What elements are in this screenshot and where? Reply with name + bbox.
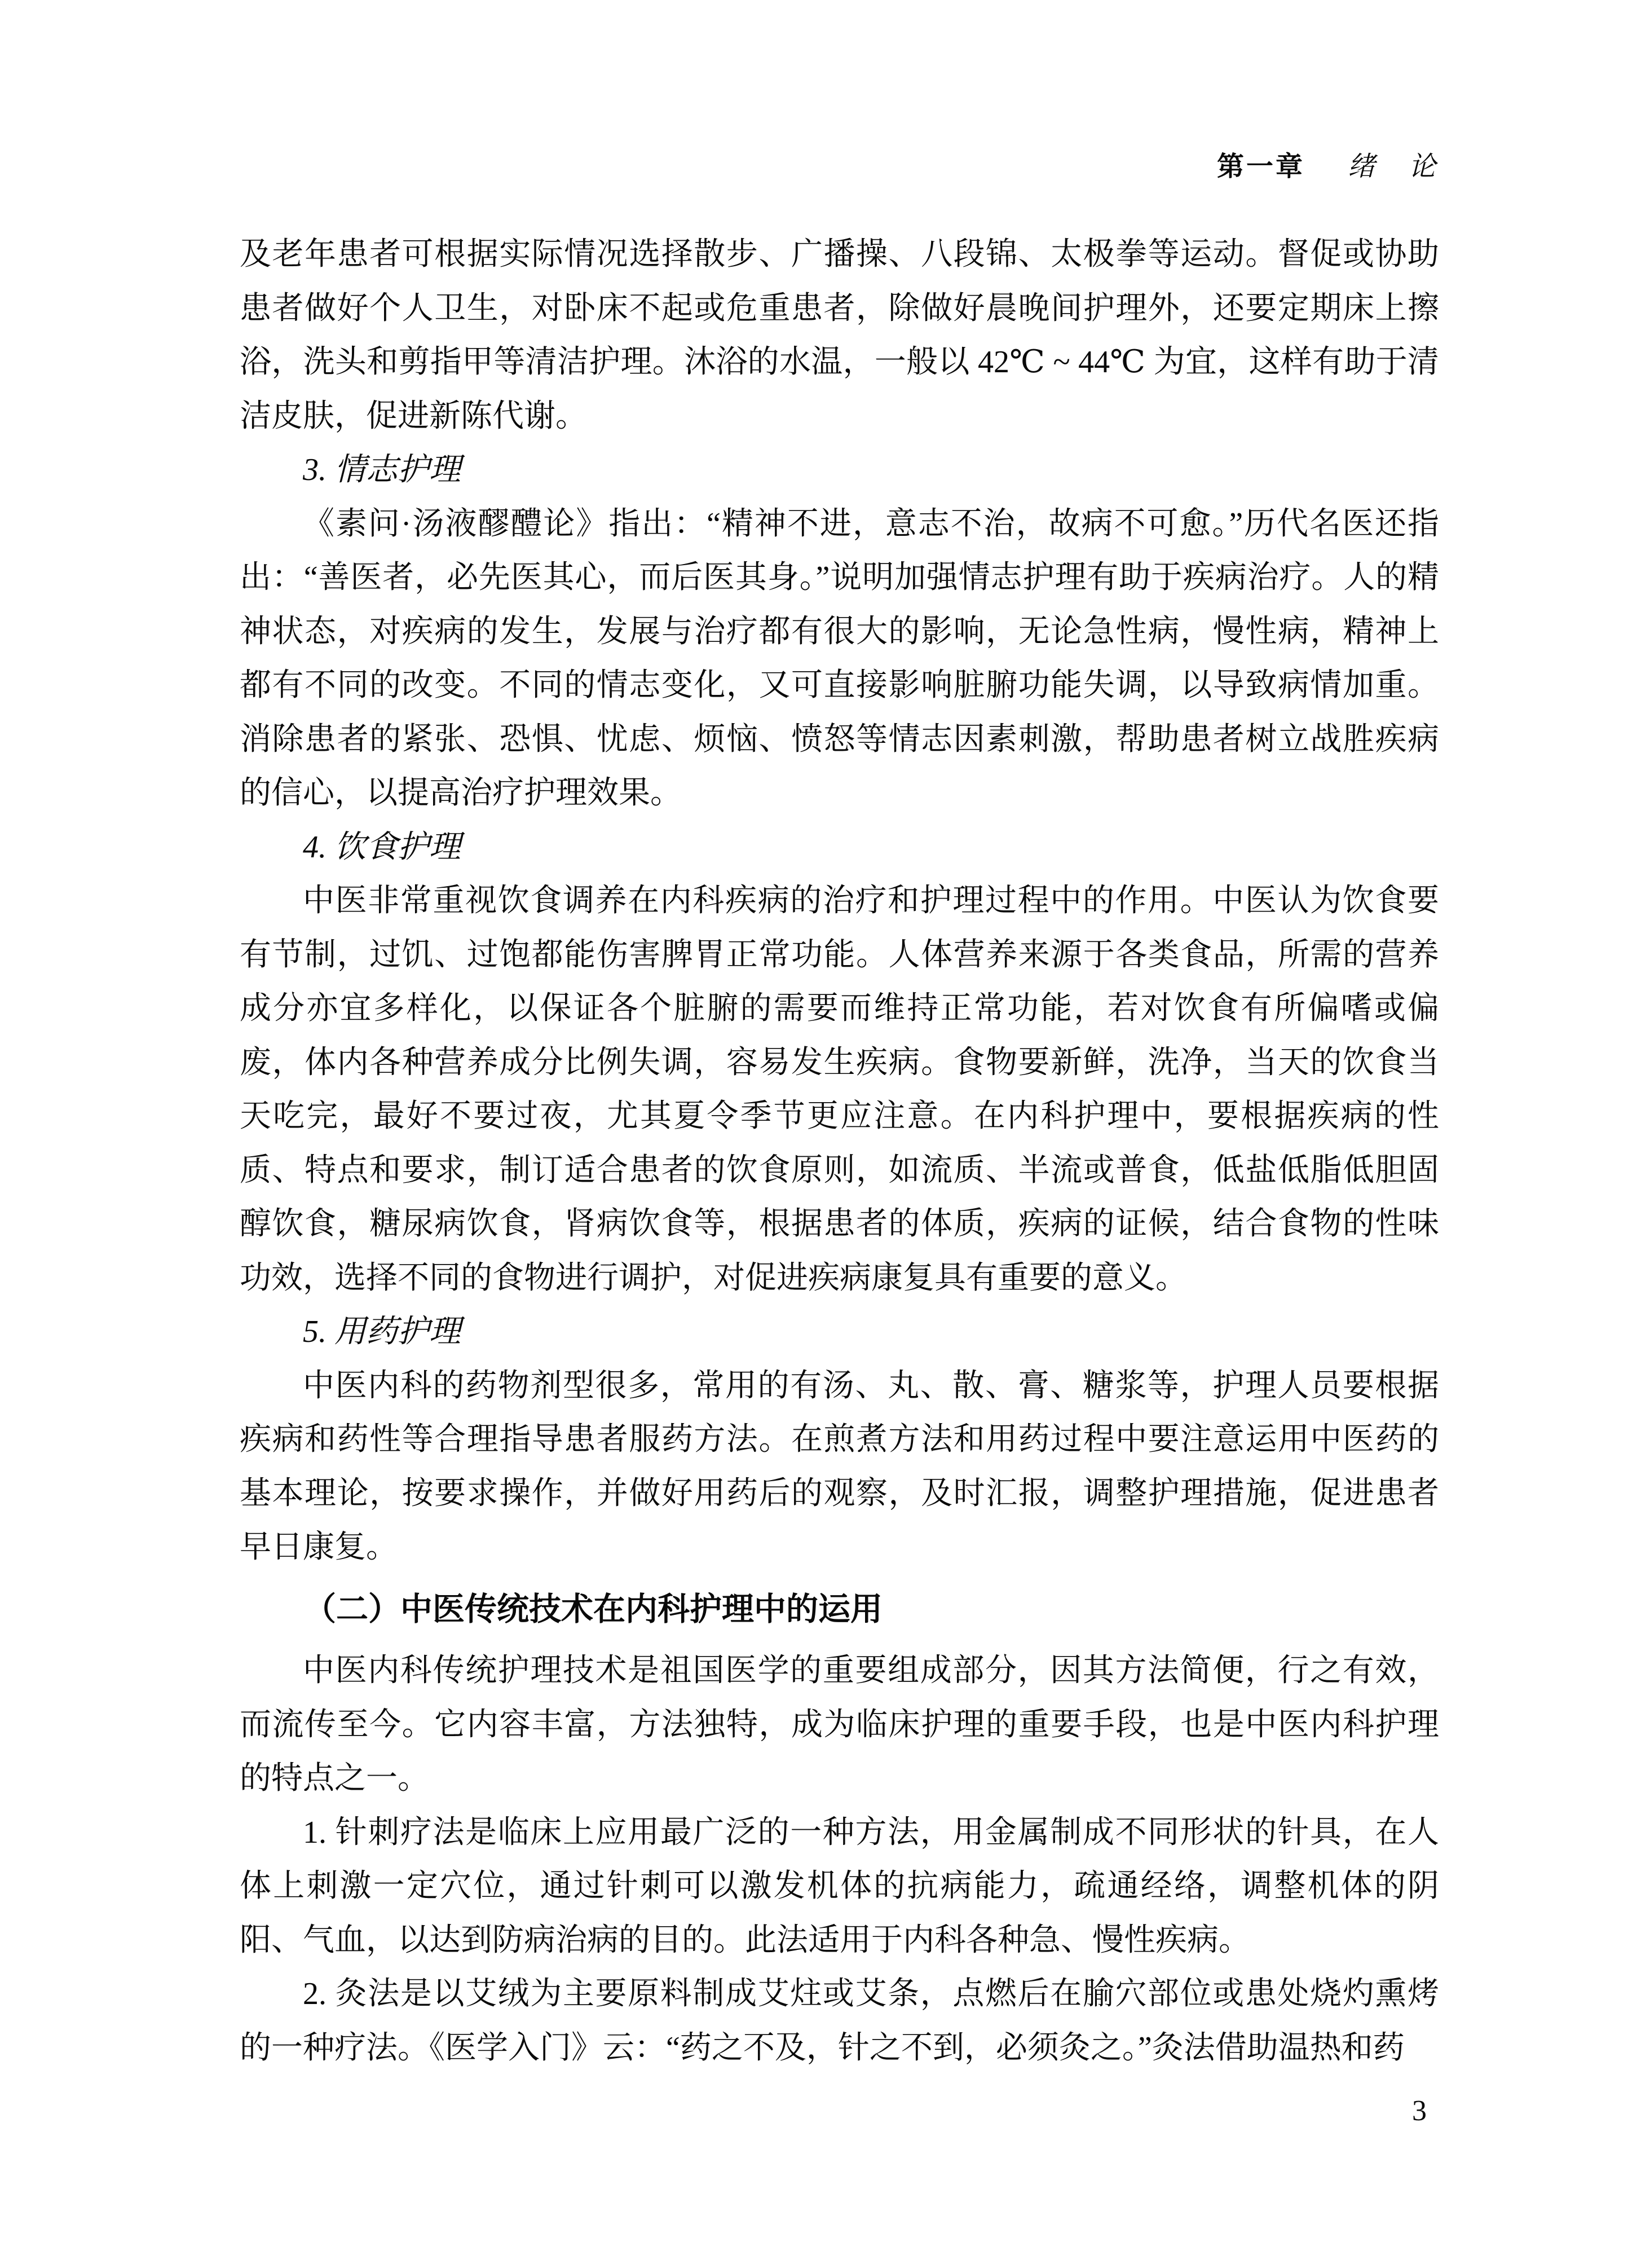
numbered-subheading: 5. 用药护理 — [303, 1314, 461, 1349]
chapter-number: 第一章 — [1216, 152, 1305, 182]
body-paragraph: 中医非常重视饮食调养在内科疾病的治疗和护理过程中的作用。中医认为饮食要有节制，过饥、过饱都能伤害脾胃正常功能。人体营养来源于各类食品，所需的营养成分亦宜多样化，以保证各个脏腑的需要而维持正常功能，若对饮食有所偏嗜或偏废，体内各种营养成分比例失调，容易发生疾病。食物要新鲜，洗净，当天的饮食当天吃完，最好不要过夜，尤其夏令季节更应注意。在内科护理中，要根据疾病的性质、特点和要求，制订适合患者的饮食原则，如流质、半流或普食，低盐低脂低胆固醇饮食，糖尿病饮食，肾病饮食等，根据患者的体质，疾病的证候，结合食物的性味功效，选择不同的食物进行调护，对促进疾病康复具有重要的意义。 — [240, 883, 1439, 1296]
body-paragraph: 1. 针刺疗法是临床上应用最广泛的一种方法，用金属制成不同形状的针具，在人体上刺激一定穴位，通过针刺可以激发机体的抗病能力，疏通经络，调整机体的阴阳、气血，以达到防病治病的目的。此法适用于内科各种急、慢性疾病。 — [240, 1815, 1439, 1958]
numbered-subheading: 4. 饮食护理 — [303, 829, 461, 865]
body-paragraph: 2. 灸法是以艾绒为主要原料制成艾炷或艾条，点燃后在腧穴部位或患处烧灼熏烤的一种疗法。《医学入门》云：“药之不及，针之不到，必须灸之。”灸法借助温热和药 — [240, 1976, 1439, 2066]
section-heading: （二）中医传统技术在内科护理中的运用 — [304, 1591, 883, 1627]
body-paragraph: 中医内科的药物剂型很多，常用的有汤、丸、散、膏、糖浆等，护理人员要根据疾病和药性等合理指导患者服药方法。在煎煮方法和用药过程中要注意运用中医药的基本理论，按要求操作，并做好用药后的观察，及时汇报，调整护理措施，促进患者早日康复。 — [240, 1368, 1439, 1565]
page-body — [240, 228, 1439, 2075]
body-paragraph: 中医内科传统护理技术是祖国医学的重要组成部分，因其方法简便，行之有效，而流传至今。它内容丰富，方法独特，成为临床护理的重要手段，也是中医内科护理的特点之一。 — [240, 1653, 1439, 1796]
body-paragraph-continued: 及老年患者可根据实际情况选择散步、广播操、八段锦、太极拳等运动。督促或协助患者做好个人卫生，对卧床不起或危重患者，除做好晨晚间护理外，还要定期床上擦浴，洗头和剪指甲等清洁护理。沐浴的水温，一般以 42℃ ~ 44℃ 为宜，这样有助于清洁皮肤，促进新陈代谢。 — [240, 237, 1439, 434]
body-paragraph: 《素问·汤液醪醴论》指出：“精神不进，意志不治，故病不可愈。”历代名医还指出：“善医者，必先医其心，而后医其身。”说明加强情志护理有助于疾病治疗。人的精神状态，对疾病的发生，发展与治疗都有很大的影响，无论急性病，慢性病，精神上都有不同的改变。不同的情志变化，又可直接影响脏腑功能失调，以导致病情加重。消除患者的紧张、恐惧、忧虑、烦恼、愤怒等情志因素刺激，帮助患者树立战胜疾病的信心，以提高治疗护理效果。 — [240, 506, 1439, 811]
chapter-title: 绪 论 — [1347, 152, 1439, 182]
numbered-subheading: 3. 情志护理 — [303, 452, 461, 487]
running-head — [240, 150, 1439, 184]
page-number: 3 — [1412, 2095, 1427, 2127]
